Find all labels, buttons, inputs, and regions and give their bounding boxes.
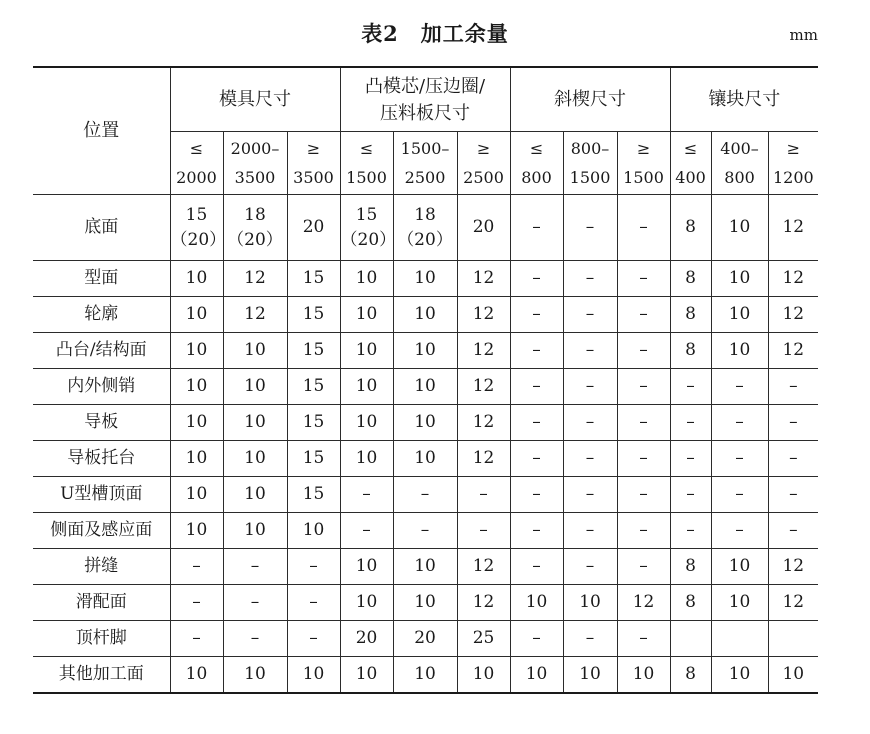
size-range-text: 800–	[570, 139, 610, 158]
position-cell: U型槽顶面	[33, 477, 170, 513]
allowance-cell: 10	[510, 657, 563, 694]
allowance-cell: 12	[768, 261, 818, 297]
allowance-cell	[563, 195, 617, 261]
allowance-cell: –	[617, 477, 670, 513]
allowance-value: –	[585, 217, 595, 237]
allowance-cell: 20	[393, 621, 457, 657]
allowance-cell: –	[617, 441, 670, 477]
table-row	[33, 261, 818, 297]
table-caption	[0, 18, 870, 48]
allowance-value: 8	[685, 217, 696, 237]
allowance-value: （20）	[227, 229, 283, 250]
allowance-cell: 10	[170, 333, 223, 369]
allowance-value: 18	[414, 204, 436, 225]
allowance-cell: –	[563, 405, 617, 441]
allowance-cell: 20	[340, 621, 393, 657]
unit-label: mm	[789, 26, 818, 44]
size-range-header	[223, 132, 287, 195]
table-title: 表2 加工余量	[361, 21, 509, 46]
allowance-cell: 10	[170, 513, 223, 549]
allowance-cell: 10	[393, 549, 457, 585]
allowance-cell: –	[510, 477, 563, 513]
size-range-text: 2000	[176, 168, 217, 187]
allowance-cell: –	[768, 441, 818, 477]
position-cell: 导板	[33, 405, 170, 441]
header-group-row	[33, 67, 818, 132]
allowance-cell: 10	[510, 585, 563, 621]
allowance-cell: 12	[223, 261, 287, 297]
allowance-value: 10	[728, 217, 751, 237]
group-header-mold-size	[170, 67, 340, 132]
allowance-cell: –	[617, 297, 670, 333]
allowance-cell: –	[711, 405, 768, 441]
position-cell: 拼缝	[33, 549, 170, 585]
size-range-text: 1500	[623, 168, 664, 187]
allowance-cell: 10	[393, 297, 457, 333]
allowance-cell: –	[563, 261, 617, 297]
table-row	[33, 333, 818, 369]
allowance-cell: 10	[711, 333, 768, 369]
size-range-text: 800	[521, 168, 552, 187]
allowance-cell: 25	[457, 621, 510, 657]
allowance-value: 15	[185, 204, 208, 225]
allowance-cell: –	[563, 297, 617, 333]
allowance-cell: –	[617, 549, 670, 585]
allowance-cell: 12	[223, 297, 287, 333]
allowance-cell: 15	[287, 477, 340, 513]
allowance-cell: –	[670, 477, 711, 513]
allowance-cell: 10	[393, 585, 457, 621]
table-row	[33, 657, 818, 694]
size-range-text: 1500	[569, 168, 611, 187]
allowance-cell: 10	[287, 657, 340, 694]
allowance-cell: 15	[287, 441, 340, 477]
size-range-header	[617, 132, 670, 195]
allowance-cell: 12	[457, 369, 510, 405]
allowance-cell: –	[510, 405, 563, 441]
allowance-value: 15	[355, 204, 378, 225]
size-range-header	[768, 132, 818, 195]
size-range-text: 800	[724, 168, 755, 187]
group-header-insert-size	[670, 67, 818, 132]
allowance-cell: 15	[287, 369, 340, 405]
table-row	[33, 369, 818, 405]
size-range-text: 2000–	[230, 139, 280, 158]
allowance-cell: –	[563, 549, 617, 585]
allowance-value: （20）	[397, 229, 453, 250]
allowance-cell: –	[617, 513, 670, 549]
allowance-cell: –	[170, 585, 223, 621]
allowance-cell: –	[617, 621, 670, 657]
position-cell: 侧面及感应面	[33, 513, 170, 549]
allowance-cell: 10	[170, 441, 223, 477]
allowance-cell: 10	[223, 441, 287, 477]
allowance-value: 12	[782, 217, 805, 237]
allowance-cell: 8	[670, 585, 711, 621]
table-row	[33, 621, 818, 657]
allowance-cell: 12	[457, 333, 510, 369]
table-row	[33, 585, 818, 621]
allowance-cell: 12	[768, 297, 818, 333]
size-range-header	[170, 132, 223, 195]
allowance-cell: 12	[457, 441, 510, 477]
allowance-cell: –	[563, 441, 617, 477]
allowance-cell: 10	[393, 369, 457, 405]
allowance-cell: –	[563, 369, 617, 405]
position-cell: 顶杆脚	[33, 621, 170, 657]
size-range-text: ≥	[476, 139, 491, 158]
allowance-cell: –	[617, 261, 670, 297]
allowance-cell	[223, 195, 287, 261]
allowance-value: 20	[472, 217, 495, 237]
allowance-cell: 8	[670, 549, 711, 585]
table-row	[33, 195, 818, 261]
allowance-cell: 10	[711, 549, 768, 585]
size-range-text: 3500	[234, 168, 276, 187]
size-range-header	[287, 132, 340, 195]
allowance-cell: –	[510, 549, 563, 585]
size-range-text: 400	[675, 168, 706, 187]
allowance-cell: 10	[457, 657, 510, 694]
allowance-cell: 10	[223, 477, 287, 513]
allowance-cell: 10	[223, 657, 287, 694]
allowance-cell: –	[563, 513, 617, 549]
allowance-cell: 10	[563, 657, 617, 694]
allowance-cell: 8	[670, 297, 711, 333]
allowance-cell	[711, 195, 768, 261]
allowance-cell: –	[223, 549, 287, 585]
allowance-cell: 12	[457, 549, 510, 585]
group-header-punch-size	[340, 67, 510, 132]
size-range-text: ≥	[636, 139, 651, 158]
allowance-cell: –	[768, 369, 818, 405]
allowance-cell: 12	[617, 585, 670, 621]
group-header-label: 凸模芯/压边圈/	[364, 75, 486, 97]
allowance-cell: 10	[340, 297, 393, 333]
allowance-cell: –	[670, 441, 711, 477]
allowance-cell: 15	[287, 405, 340, 441]
allowance-cell	[617, 195, 670, 261]
allowance-cell: 10	[393, 405, 457, 441]
size-range-header	[457, 132, 510, 195]
allowance-cell: 10	[563, 585, 617, 621]
allowance-cell: 15	[287, 297, 340, 333]
allowance-cell: 8	[670, 657, 711, 694]
allowance-cell: 10	[340, 585, 393, 621]
size-range-text: 1500	[346, 168, 387, 187]
allowance-cell: –	[223, 585, 287, 621]
allowance-cell: 8	[670, 261, 711, 297]
allowance-cell: –	[340, 477, 393, 513]
allowance-cell: –	[287, 585, 340, 621]
allowance-value: （20）	[340, 229, 397, 250]
allowance-cell	[393, 195, 457, 261]
allowance-cell: –	[510, 333, 563, 369]
allowance-cell: –	[711, 441, 768, 477]
allowance-cell: –	[563, 477, 617, 513]
size-range-header	[670, 132, 711, 195]
position-cell: 凸台/结构面	[33, 333, 170, 369]
allowance-cell: –	[170, 549, 223, 585]
allowance-cell: –	[670, 369, 711, 405]
table-row	[33, 477, 818, 513]
allowance-cell: 10	[170, 261, 223, 297]
allowance-cell: –	[170, 621, 223, 657]
position-cell: 内外侧销	[33, 369, 170, 405]
allowance-cell: 10	[170, 477, 223, 513]
allowance-value: –	[532, 217, 541, 237]
allowance-value: 18	[244, 204, 266, 225]
allowance-cell: –	[711, 513, 768, 549]
allowance-cell: –	[510, 441, 563, 477]
allowance-cell: 10	[768, 657, 818, 694]
allowance-cell: 10	[617, 657, 670, 694]
allowance-cell: 10	[170, 297, 223, 333]
allowance-cell: 8	[670, 333, 711, 369]
allowance-cell: –	[510, 513, 563, 549]
allowance-cell	[170, 195, 227, 261]
allowance-cell: –	[510, 297, 563, 333]
size-range-header	[340, 132, 393, 195]
table-row	[33, 405, 818, 441]
allowance-cell: 12	[457, 297, 510, 333]
allowance-cell: –	[617, 333, 670, 369]
allowance-cell	[670, 195, 711, 261]
allowance-cell: 12	[457, 585, 510, 621]
allowance-cell: –	[768, 477, 818, 513]
allowance-cell: 12	[768, 333, 818, 369]
size-range-text: 1500–	[400, 139, 450, 158]
allowance-cell: –	[457, 513, 510, 549]
size-range-text: ≤	[683, 139, 698, 158]
group-header-label: 镶块尺寸	[708, 89, 781, 110]
group-header-label: 模具尺寸	[219, 89, 291, 110]
position-cell: 其他加工面	[33, 657, 170, 694]
size-range-text: ≥	[786, 139, 801, 158]
size-range-text: 2500	[404, 168, 446, 187]
allowance-cell: –	[510, 261, 563, 297]
allowance-cell	[340, 195, 397, 261]
allowance-cell: 10	[340, 405, 393, 441]
size-range-text: 1200	[772, 168, 814, 187]
table-row	[33, 297, 818, 333]
position-cell: 滑配面	[33, 585, 170, 621]
allowance-cell: –	[563, 333, 617, 369]
allowance-cell: –	[768, 405, 818, 441]
size-range-header	[711, 132, 768, 195]
allowance-cell: 12	[457, 261, 510, 297]
allowance-cell: 10	[170, 657, 223, 694]
allowance-cell: 10	[340, 333, 393, 369]
allowance-cell	[510, 195, 563, 261]
allowance-cell: 10	[340, 549, 393, 585]
position-cell: 轮廓	[33, 297, 170, 333]
group-header-label: 斜楔尺寸	[554, 89, 627, 110]
allowance-cell: 10	[223, 405, 287, 441]
size-range-header	[393, 132, 457, 195]
table-row	[33, 549, 818, 585]
allowance-cell: –	[223, 621, 287, 657]
allowance-cell	[768, 621, 818, 657]
size-range-header	[563, 132, 617, 195]
size-range-text: ≤	[189, 139, 204, 158]
size-range-text: 3500	[293, 168, 334, 187]
size-range-text: ≤	[359, 139, 374, 158]
allowance-cell: –	[457, 477, 510, 513]
allowance-cell: 10	[223, 369, 287, 405]
group-header-wedge-size	[510, 67, 670, 132]
allowance-cell: –	[670, 513, 711, 549]
allowance-cell: –	[670, 405, 711, 441]
allowance-cell: 10	[340, 441, 393, 477]
allowance-cell	[711, 621, 768, 657]
allowance-cell: 10	[711, 585, 768, 621]
table-row	[33, 441, 818, 477]
position-cell: 底面	[33, 195, 170, 261]
allowance-cell: 10	[340, 657, 393, 694]
allowance-cell: –	[510, 621, 563, 657]
allowance-cell: 10	[340, 369, 393, 405]
table-body	[33, 195, 818, 694]
allowance-cell: –	[563, 621, 617, 657]
allowance-cell: 10	[393, 333, 457, 369]
allowance-cell: 10	[170, 405, 223, 441]
allowance-cell: –	[617, 369, 670, 405]
allowance-cell: 10	[223, 333, 287, 369]
allowance-cell: 10	[340, 261, 393, 297]
allowance-cell: –	[340, 513, 393, 549]
allowance-cell: 12	[768, 549, 818, 585]
allowance-cell	[670, 621, 711, 657]
allowance-cell: –	[287, 621, 340, 657]
size-range-header	[510, 132, 563, 195]
allowance-cell: –	[287, 549, 340, 585]
table-row	[33, 513, 818, 549]
allowance-cell: 12	[768, 585, 818, 621]
allowance-cell: 10	[711, 297, 768, 333]
allowance-cell	[457, 195, 510, 261]
allowance-cell: –	[393, 513, 457, 549]
allowance-cell: –	[510, 369, 563, 405]
allowance-value: –	[639, 217, 648, 237]
allowance-cell: –	[711, 477, 768, 513]
allowance-cell	[287, 195, 340, 261]
size-range-text: 400–	[720, 139, 759, 158]
size-range-text: ≤	[529, 139, 544, 158]
allowance-cell: 15	[287, 261, 340, 297]
allowance-cell	[768, 195, 818, 261]
allowance-cell: 10	[287, 513, 340, 549]
size-range-text: 2500	[463, 168, 504, 187]
allowance-cell: –	[768, 513, 818, 549]
allowance-cell: 10	[711, 657, 768, 694]
size-range-text: ≥	[306, 139, 321, 158]
allowance-cell: 10	[393, 441, 457, 477]
allowance-cell: 10	[223, 513, 287, 549]
allowance-value: 20	[302, 217, 325, 237]
allowance-cell: 15	[287, 333, 340, 369]
allowance-cell: 10	[393, 261, 457, 297]
allowance-cell: –	[393, 477, 457, 513]
allowance-table	[33, 66, 818, 694]
position-cell: 导板托台	[33, 441, 170, 477]
position-header: 位置	[33, 67, 170, 195]
allowance-cell: 12	[457, 405, 510, 441]
allowance-value: （20）	[170, 229, 227, 250]
allowance-cell: 10	[170, 369, 223, 405]
allowance-cell: –	[711, 369, 768, 405]
allowance-cell: 10	[711, 261, 768, 297]
allowance-cell: 10	[393, 657, 457, 694]
position-cell: 型面	[33, 261, 170, 297]
allowance-cell: –	[617, 405, 670, 441]
group-header-label: 压料板尺寸	[380, 102, 471, 124]
